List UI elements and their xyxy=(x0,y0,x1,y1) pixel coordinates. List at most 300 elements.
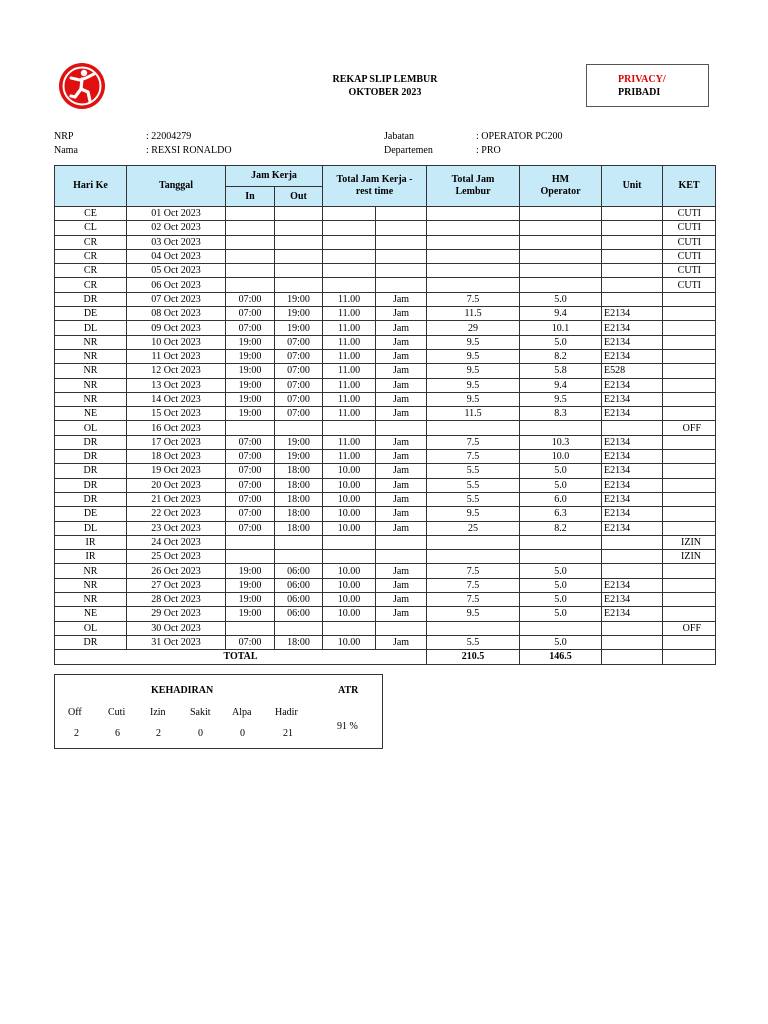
cell-unit: E528 xyxy=(602,364,663,378)
cell-in xyxy=(226,207,275,221)
cell-ket xyxy=(663,364,716,378)
cell-hm: 5.0 xyxy=(520,635,602,649)
cell-ket: OFF xyxy=(663,621,716,635)
cell-total: 10.00 xyxy=(323,578,376,592)
cell-total: 10.00 xyxy=(323,593,376,607)
cell-sat xyxy=(376,278,427,292)
cell-unit: E2134 xyxy=(602,349,663,363)
cell-unit xyxy=(602,535,663,549)
cell-out: 18:00 xyxy=(275,635,323,649)
cell-hm: 6.0 xyxy=(520,492,602,506)
cell-ket: CUTI xyxy=(663,278,716,292)
cell-in: 07:00 xyxy=(226,307,275,321)
cell-sat xyxy=(376,535,427,549)
table-row xyxy=(55,378,716,392)
cell-tanggal: 07 Oct 2023 xyxy=(127,292,226,306)
cell-total: 11.00 xyxy=(323,435,376,449)
hadir-value: 21 xyxy=(283,728,293,739)
cell-ket xyxy=(663,307,716,321)
sakit-label: Sakit xyxy=(190,707,211,718)
cell-ket xyxy=(663,464,716,478)
cell-out: 07:00 xyxy=(275,407,323,421)
cell-tanggal: 28 Oct 2023 xyxy=(127,593,226,607)
cell-ket: IZIN xyxy=(663,550,716,564)
cell-total: 11.00 xyxy=(323,321,376,335)
cell-unit: E2134 xyxy=(602,464,663,478)
cell-sat: Jam xyxy=(376,407,427,421)
cell-unit: E2134 xyxy=(602,450,663,464)
table-row xyxy=(55,578,716,592)
cell-total: 11.00 xyxy=(323,364,376,378)
cell-sat xyxy=(376,221,427,235)
off-label: Off xyxy=(68,707,82,718)
cell-tanggal: 26 Oct 2023 xyxy=(127,564,226,578)
nama-value: : REXSI RONALDO xyxy=(146,145,232,156)
cell-sat: Jam xyxy=(376,478,427,492)
kehadiran-title: KEHADIRAN xyxy=(151,685,214,696)
cell-unit xyxy=(602,249,663,263)
title-line-1: REKAP SLIP LEMBUR xyxy=(332,74,438,85)
total-ket-empty xyxy=(663,650,716,664)
cell-unit: E2134 xyxy=(602,578,663,592)
cell-out: 06:00 xyxy=(275,578,323,592)
cell-hari: NR xyxy=(55,364,127,378)
cell-hm: 8.3 xyxy=(520,407,602,421)
cell-unit xyxy=(602,278,663,292)
cell-in: 07:00 xyxy=(226,521,275,535)
cell-sat: Jam xyxy=(376,450,427,464)
cell-total xyxy=(323,421,376,435)
cell-ket xyxy=(663,378,716,392)
cell-ket xyxy=(663,407,716,421)
cell-unit xyxy=(602,235,663,249)
cell-total: 10.00 xyxy=(323,635,376,649)
cell-total: 11.00 xyxy=(323,392,376,406)
document-title xyxy=(260,73,510,99)
table-row xyxy=(55,249,716,263)
cell-total xyxy=(323,221,376,235)
cell-sat: Jam xyxy=(376,593,427,607)
cell-out: 19:00 xyxy=(275,450,323,464)
cell-hari: DL xyxy=(55,321,127,335)
table-row xyxy=(55,335,716,349)
cell-unit xyxy=(602,264,663,278)
cell-lembur: 9.5 xyxy=(427,349,520,363)
cell-ket xyxy=(663,507,716,521)
cell-hari: CR xyxy=(55,249,127,263)
cell-lembur xyxy=(427,221,520,235)
cell-hm xyxy=(520,249,602,263)
total-lembur: 210.5 xyxy=(427,650,520,664)
cell-unit: E2134 xyxy=(602,435,663,449)
cell-unit: E2134 xyxy=(602,593,663,607)
cell-out xyxy=(275,221,323,235)
cell-ket xyxy=(663,349,716,363)
cell-lembur: 11.5 xyxy=(427,307,520,321)
departemen-label: Departemen xyxy=(384,145,433,156)
departemen-value: : PRO xyxy=(476,145,501,156)
cell-hari: DE xyxy=(55,307,127,321)
cell-ket xyxy=(663,392,716,406)
cell-unit xyxy=(602,421,663,435)
cell-hari: CR xyxy=(55,264,127,278)
table-row xyxy=(55,421,716,435)
cell-sat: Jam xyxy=(376,578,427,592)
cell-total: 10.00 xyxy=(323,521,376,535)
cell-lembur: 9.5 xyxy=(427,335,520,349)
cell-lembur xyxy=(427,249,520,263)
table-row xyxy=(55,607,716,621)
cell-total: 11.00 xyxy=(323,407,376,421)
cell-sat: Jam xyxy=(376,307,427,321)
cell-in: 07:00 xyxy=(226,321,275,335)
cell-in: 19:00 xyxy=(226,392,275,406)
privacy-box xyxy=(586,64,709,107)
cell-out: 18:00 xyxy=(275,492,323,506)
cell-out: 06:00 xyxy=(275,564,323,578)
cell-unit xyxy=(602,564,663,578)
cell-tanggal: 20 Oct 2023 xyxy=(127,478,226,492)
cell-lembur: 5.5 xyxy=(427,492,520,506)
cell-total: 10.00 xyxy=(323,607,376,621)
cell-total xyxy=(323,249,376,263)
cell-total xyxy=(323,207,376,221)
cell-tanggal: 01 Oct 2023 xyxy=(127,207,226,221)
cell-tanggal: 09 Oct 2023 xyxy=(127,321,226,335)
cell-sat: Jam xyxy=(376,364,427,378)
cell-out: 07:00 xyxy=(275,392,323,406)
cell-in: 07:00 xyxy=(226,478,275,492)
cell-in xyxy=(226,235,275,249)
cell-total: 10.00 xyxy=(323,478,376,492)
cell-ket xyxy=(663,521,716,535)
cell-hari: NE xyxy=(55,607,127,621)
cell-in xyxy=(226,221,275,235)
cell-tanggal: 27 Oct 2023 xyxy=(127,578,226,592)
cell-unit: E2134 xyxy=(602,507,663,521)
nama-label: Nama xyxy=(54,145,78,156)
cell-lembur xyxy=(427,421,520,435)
cell-total: 10.00 xyxy=(323,464,376,478)
cell-in xyxy=(226,264,275,278)
cell-in xyxy=(226,550,275,564)
table-row xyxy=(55,407,716,421)
cell-unit: E2134 xyxy=(602,407,663,421)
sakit-value: 0 xyxy=(198,728,203,739)
table-row xyxy=(55,292,716,306)
cell-lembur xyxy=(427,207,520,221)
cell-hm: 10.3 xyxy=(520,435,602,449)
pribadi-label: PRIBADI xyxy=(618,87,661,98)
cell-tanggal: 21 Oct 2023 xyxy=(127,492,226,506)
total-hm: 146.5 xyxy=(520,650,602,664)
cell-sat: Jam xyxy=(376,349,427,363)
cell-hari: IR xyxy=(55,550,127,564)
attendance-box xyxy=(54,674,383,749)
cell-sat: Jam xyxy=(376,607,427,621)
table-row xyxy=(55,321,716,335)
cell-tanggal: 16 Oct 2023 xyxy=(127,421,226,435)
cell-hm: 10.1 xyxy=(520,321,602,335)
cell-lembur xyxy=(427,235,520,249)
running-person-logo-icon xyxy=(57,61,107,111)
cell-lembur: 7.5 xyxy=(427,435,520,449)
cell-hm: 6.3 xyxy=(520,507,602,521)
cell-total xyxy=(323,264,376,278)
cell-hm: 5.0 xyxy=(520,464,602,478)
cell-lembur: 11.5 xyxy=(427,407,520,421)
header-out: Out xyxy=(275,187,323,207)
cell-tanggal: 14 Oct 2023 xyxy=(127,392,226,406)
cell-hm: 5.0 xyxy=(520,335,602,349)
cell-total: 10.00 xyxy=(323,492,376,506)
cell-hari: NR xyxy=(55,392,127,406)
cell-ket xyxy=(663,492,716,506)
cell-ket: CUTI xyxy=(663,207,716,221)
cell-total: 11.00 xyxy=(323,378,376,392)
cell-in: 19:00 xyxy=(226,335,275,349)
header-tanggal: Tanggal xyxy=(127,166,226,207)
table-row xyxy=(55,207,716,221)
company-logo xyxy=(57,61,107,111)
cell-ket xyxy=(663,450,716,464)
cell-ket xyxy=(663,607,716,621)
cell-unit: E2134 xyxy=(602,321,663,335)
cell-out: 07:00 xyxy=(275,378,323,392)
cell-unit: E2134 xyxy=(602,521,663,535)
cell-tanggal: 12 Oct 2023 xyxy=(127,364,226,378)
cell-in: 19:00 xyxy=(226,378,275,392)
table-row xyxy=(55,593,716,607)
cell-total xyxy=(323,550,376,564)
jabatan-label: Jabatan xyxy=(384,131,414,142)
alpa-value: 0 xyxy=(240,728,245,739)
atr-label: ATR xyxy=(338,685,359,696)
cell-total: 11.00 xyxy=(323,292,376,306)
cell-in xyxy=(226,421,275,435)
cell-tanggal: 15 Oct 2023 xyxy=(127,407,226,421)
table-row xyxy=(55,492,716,506)
cell-out: 19:00 xyxy=(275,307,323,321)
cell-hm: 9.4 xyxy=(520,307,602,321)
cell-out xyxy=(275,278,323,292)
cell-in xyxy=(226,621,275,635)
cell-out xyxy=(275,550,323,564)
cell-hari: NR xyxy=(55,335,127,349)
cell-in xyxy=(226,535,275,549)
cell-sat: Jam xyxy=(376,564,427,578)
cell-hm xyxy=(520,550,602,564)
cell-tanggal: 19 Oct 2023 xyxy=(127,464,226,478)
cell-in: 07:00 xyxy=(226,435,275,449)
cell-out xyxy=(275,235,323,249)
cell-lembur xyxy=(427,535,520,549)
cell-hari: OL xyxy=(55,421,127,435)
table-row xyxy=(55,550,716,564)
cell-ket: OFF xyxy=(663,421,716,435)
cell-sat: Jam xyxy=(376,321,427,335)
cell-in: 19:00 xyxy=(226,607,275,621)
cell-hm xyxy=(520,235,602,249)
cell-in: 07:00 xyxy=(226,464,275,478)
cell-hm: 5.8 xyxy=(520,364,602,378)
cell-hm: 5.0 xyxy=(520,607,602,621)
cell-ket xyxy=(663,578,716,592)
izin-label: Izin xyxy=(150,707,166,718)
cell-ket xyxy=(663,335,716,349)
nrp-value: : 22004279 xyxy=(146,131,192,142)
cell-total xyxy=(323,621,376,635)
cell-out xyxy=(275,621,323,635)
cell-lembur: 5.5 xyxy=(427,464,520,478)
cell-hari: DR xyxy=(55,478,127,492)
cell-tanggal: 17 Oct 2023 xyxy=(127,435,226,449)
cell-sat xyxy=(376,621,427,635)
cell-hari: CL xyxy=(55,221,127,235)
cell-hari: NR xyxy=(55,578,127,592)
table-row xyxy=(55,392,716,406)
employee-info-left xyxy=(54,130,354,160)
cell-lembur xyxy=(427,264,520,278)
cell-lembur: 5.5 xyxy=(427,478,520,492)
cell-tanggal: 03 Oct 2023 xyxy=(127,235,226,249)
cell-ket: CUTI xyxy=(663,221,716,235)
cell-tanggal: 24 Oct 2023 xyxy=(127,535,226,549)
cell-tanggal: 08 Oct 2023 xyxy=(127,307,226,321)
cell-total xyxy=(323,235,376,249)
cell-out xyxy=(275,249,323,263)
cell-sat: Jam xyxy=(376,507,427,521)
table-row xyxy=(55,278,716,292)
jabatan-value: : OPERATOR PC200 xyxy=(476,131,563,142)
header-total-jam-lembur: Total Jam Lembur xyxy=(427,166,520,207)
table-row xyxy=(55,221,716,235)
cuti-label: Cuti xyxy=(108,707,126,718)
cell-in: 19:00 xyxy=(226,349,275,363)
header-hm-operator: HM Operator xyxy=(520,166,602,207)
cell-sat: Jam xyxy=(376,521,427,535)
cell-sat xyxy=(376,264,427,278)
cell-out: 18:00 xyxy=(275,478,323,492)
cell-hari: NR xyxy=(55,593,127,607)
nrp-label: NRP xyxy=(54,131,74,142)
cell-out: 06:00 xyxy=(275,593,323,607)
cell-lembur: 9.5 xyxy=(427,607,520,621)
cell-hm xyxy=(520,207,602,221)
privacy-label: PRIVACY/ xyxy=(618,74,666,85)
cell-tanggal: 05 Oct 2023 xyxy=(127,264,226,278)
cell-ket: CUTI xyxy=(663,264,716,278)
cell-in: 19:00 xyxy=(226,578,275,592)
table-row xyxy=(55,464,716,478)
cell-out xyxy=(275,421,323,435)
cell-in: 07:00 xyxy=(226,492,275,506)
cell-hm: 5.0 xyxy=(520,593,602,607)
table-row xyxy=(55,307,716,321)
cell-total: 11.00 xyxy=(323,450,376,464)
cell-out: 07:00 xyxy=(275,349,323,363)
cell-in: 07:00 xyxy=(226,292,275,306)
header-unit: Unit xyxy=(602,166,663,207)
table-row xyxy=(55,235,716,249)
cell-hm xyxy=(520,621,602,635)
table-row xyxy=(55,521,716,535)
cell-tanggal: 10 Oct 2023 xyxy=(127,335,226,349)
cell-sat: Jam xyxy=(376,492,427,506)
cell-out: 06:00 xyxy=(275,607,323,621)
cell-unit xyxy=(602,207,663,221)
cell-lembur xyxy=(427,550,520,564)
cell-out: 19:00 xyxy=(275,321,323,335)
cell-lembur: 29 xyxy=(427,321,520,335)
cell-hm xyxy=(520,535,602,549)
total-label: TOTAL xyxy=(55,650,427,664)
header-in: In xyxy=(226,187,275,207)
cell-hm: 5.0 xyxy=(520,292,602,306)
cell-hari: DL xyxy=(55,521,127,535)
cell-total xyxy=(323,535,376,549)
cell-unit xyxy=(602,221,663,235)
employee-info-right xyxy=(384,130,684,160)
cell-hari: NR xyxy=(55,378,127,392)
cell-unit xyxy=(602,550,663,564)
cell-hm xyxy=(520,278,602,292)
cell-lembur: 7.5 xyxy=(427,564,520,578)
cell-in xyxy=(226,249,275,263)
total-row xyxy=(55,650,716,664)
table-row xyxy=(55,564,716,578)
cell-tanggal: 23 Oct 2023 xyxy=(127,521,226,535)
table-row xyxy=(55,450,716,464)
cell-tanggal: 11 Oct 2023 xyxy=(127,349,226,363)
cell-lembur: 9.5 xyxy=(427,378,520,392)
cell-hari: DR xyxy=(55,450,127,464)
cell-hm: 8.2 xyxy=(520,349,602,363)
alpa-label: Alpa xyxy=(232,707,252,718)
header-jam-kerja: Jam Kerja xyxy=(226,166,323,187)
cell-out: 18:00 xyxy=(275,464,323,478)
cell-unit: E2134 xyxy=(602,607,663,621)
cell-unit: E2134 xyxy=(602,378,663,392)
cell-hm: 10.0 xyxy=(520,450,602,464)
cell-sat xyxy=(376,207,427,221)
table-row xyxy=(55,635,716,649)
cell-tanggal: 18 Oct 2023 xyxy=(127,450,226,464)
table-body xyxy=(55,207,716,650)
cell-hari: DR xyxy=(55,464,127,478)
cell-in: 19:00 xyxy=(226,407,275,421)
cell-lembur: 25 xyxy=(427,521,520,535)
izin-value: 2 xyxy=(156,728,161,739)
header-ket: KET xyxy=(663,166,716,207)
cell-lembur: 9.5 xyxy=(427,392,520,406)
cell-lembur: 5.5 xyxy=(427,635,520,649)
cell-out xyxy=(275,207,323,221)
cell-in: 07:00 xyxy=(226,507,275,521)
table-row xyxy=(55,535,716,549)
cell-unit xyxy=(602,635,663,649)
cell-ket xyxy=(663,635,716,649)
cell-in: 07:00 xyxy=(226,450,275,464)
cell-total: 10.00 xyxy=(323,507,376,521)
cell-unit: E2134 xyxy=(602,492,663,506)
cell-sat: Jam xyxy=(376,635,427,649)
cell-out: 07:00 xyxy=(275,364,323,378)
cell-hari: DE xyxy=(55,507,127,521)
cell-unit: E2134 xyxy=(602,478,663,492)
cell-sat: Jam xyxy=(376,435,427,449)
cell-hm: 5.0 xyxy=(520,478,602,492)
